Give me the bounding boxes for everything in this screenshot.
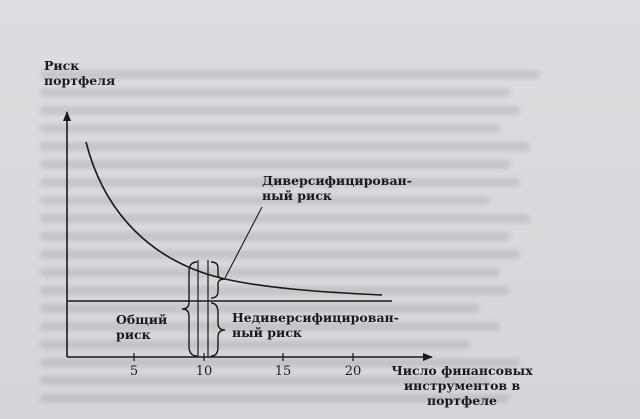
nondiversifiable-risk-brace [211,303,225,356]
y-axis-label: Риск портфеля [44,58,116,88]
diversifiable-risk-leader [225,207,262,278]
total-risk-brace [182,262,197,356]
total-risk-label: Общий риск [116,312,168,342]
diversifiable-risk-label: Диверсифицирован- ный риск [262,173,412,203]
x-tick-label-5: 5 [129,364,139,379]
x-tick-label-15: 15 [274,364,292,379]
nondiversifiable-risk-label: Недиверсифицирован- ный риск [232,310,399,340]
diversifiable-risk-brace [211,262,225,298]
x-axis-label: Число финансовых инструментов в портфеле [391,363,533,408]
total-risk-curve [86,142,382,295]
x-tick-label-20: 20 [344,364,362,379]
x-tick-label-10: 10 [195,364,213,379]
